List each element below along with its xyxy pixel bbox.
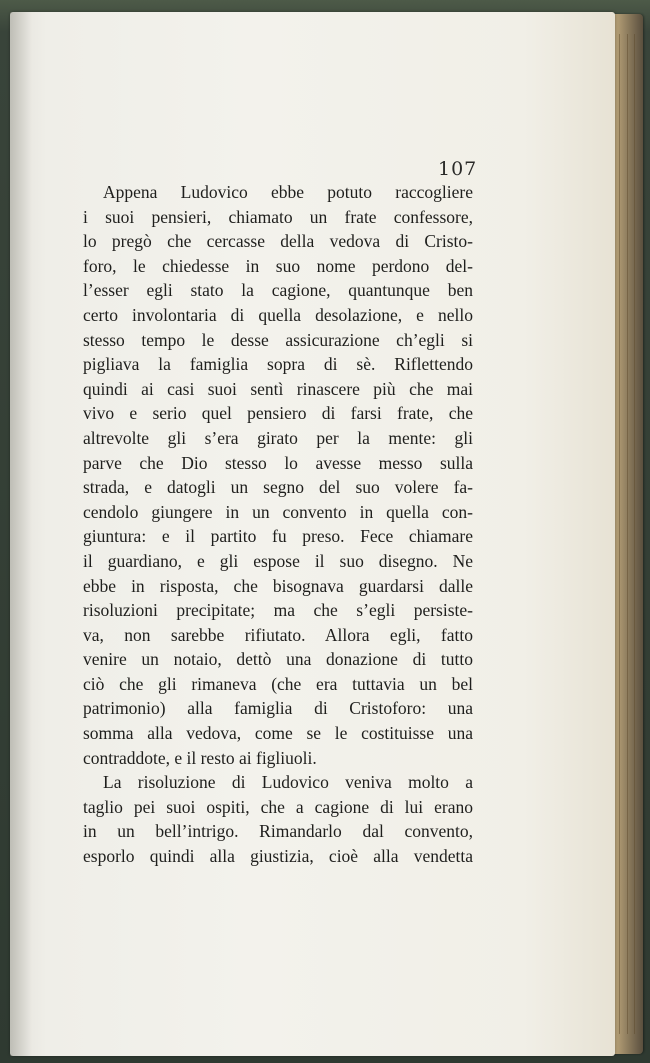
text-line: quindi ai casi suoi sentì rinascere più che mai [83, 378, 473, 399]
text-line: cendolo giungere in un convento in quella con- [83, 501, 473, 522]
text-line: vivo e serio quel pensiero di farsi frate, che [83, 403, 473, 424]
text-line: giuntura: e il partito fu preso. Fece chiamare [83, 526, 473, 547]
text-line: ciò che gli rimaneva (che era tuttavia un bel [83, 673, 473, 694]
text-line: esporlo quindi alla giustizia, cioè alla vendetta [83, 846, 473, 867]
text-line: ebbe in risposta, che bisognava guardarsi dalle [83, 575, 473, 596]
page-edge-line [627, 34, 628, 1034]
text-line: contraddote, e il resto ai figliuoli. [83, 747, 317, 768]
page-edge-line [634, 34, 635, 1034]
gutter-shadow [10, 12, 32, 1056]
text-line: lo pregò che cercasse della vedova di Cristo- [83, 231, 473, 252]
text-line: pigliava la famiglia sopra di sè. Riflettendo [83, 354, 473, 375]
page-edge-line [619, 34, 620, 1034]
text-line: altrevolte gli s’era girato per la mente: gli [83, 427, 473, 448]
page-number: 107 [438, 158, 478, 180]
text-line: somma alla vedova, come se le costituisse una [83, 723, 473, 744]
text-line: risoluzioni precipitate; ma che s’egli persiste- [83, 600, 473, 621]
text-line: strada, e datogli un segno del suo volere fa- [83, 477, 473, 498]
text-line: l’esser egli stato la cagione, quantunque ben [83, 280, 473, 301]
text-line: patrimonio) alla famiglia di Cristoforo: una [83, 698, 473, 719]
text-line: certo involontaria di quella desolazione, e nello [83, 304, 473, 325]
body-text [83, 180, 473, 869]
text-line: va, non sarebbe rifiutato. Allora egli, fatto [83, 624, 473, 645]
text-line: La risoluzione di Ludovico veniva molto a [103, 772, 473, 793]
text-line: taglio pei suoi ospiti, che a cagione di lui erano [83, 796, 473, 817]
text-line: i suoi pensieri, chiamato un frate confessore, [83, 206, 473, 227]
text-line: il guardiano, e gli espose il suo disegno. Ne [83, 550, 473, 571]
text-line: Appena Ludovico ebbe potuto raccogliere [103, 182, 473, 202]
text-line: venire un notaio, dettò una donazione di tutto [83, 649, 473, 670]
text-line: stesso tempo le desse assicurazione ch’egli si [83, 329, 473, 350]
text-line: in un bell’intrigo. Rimandarlo dal convento, [83, 821, 473, 842]
text-line: parve che Dio stesso lo avesse messo sulla [83, 452, 473, 473]
text-line: foro, le chiedesse in suo nome perdono del- [83, 255, 473, 276]
